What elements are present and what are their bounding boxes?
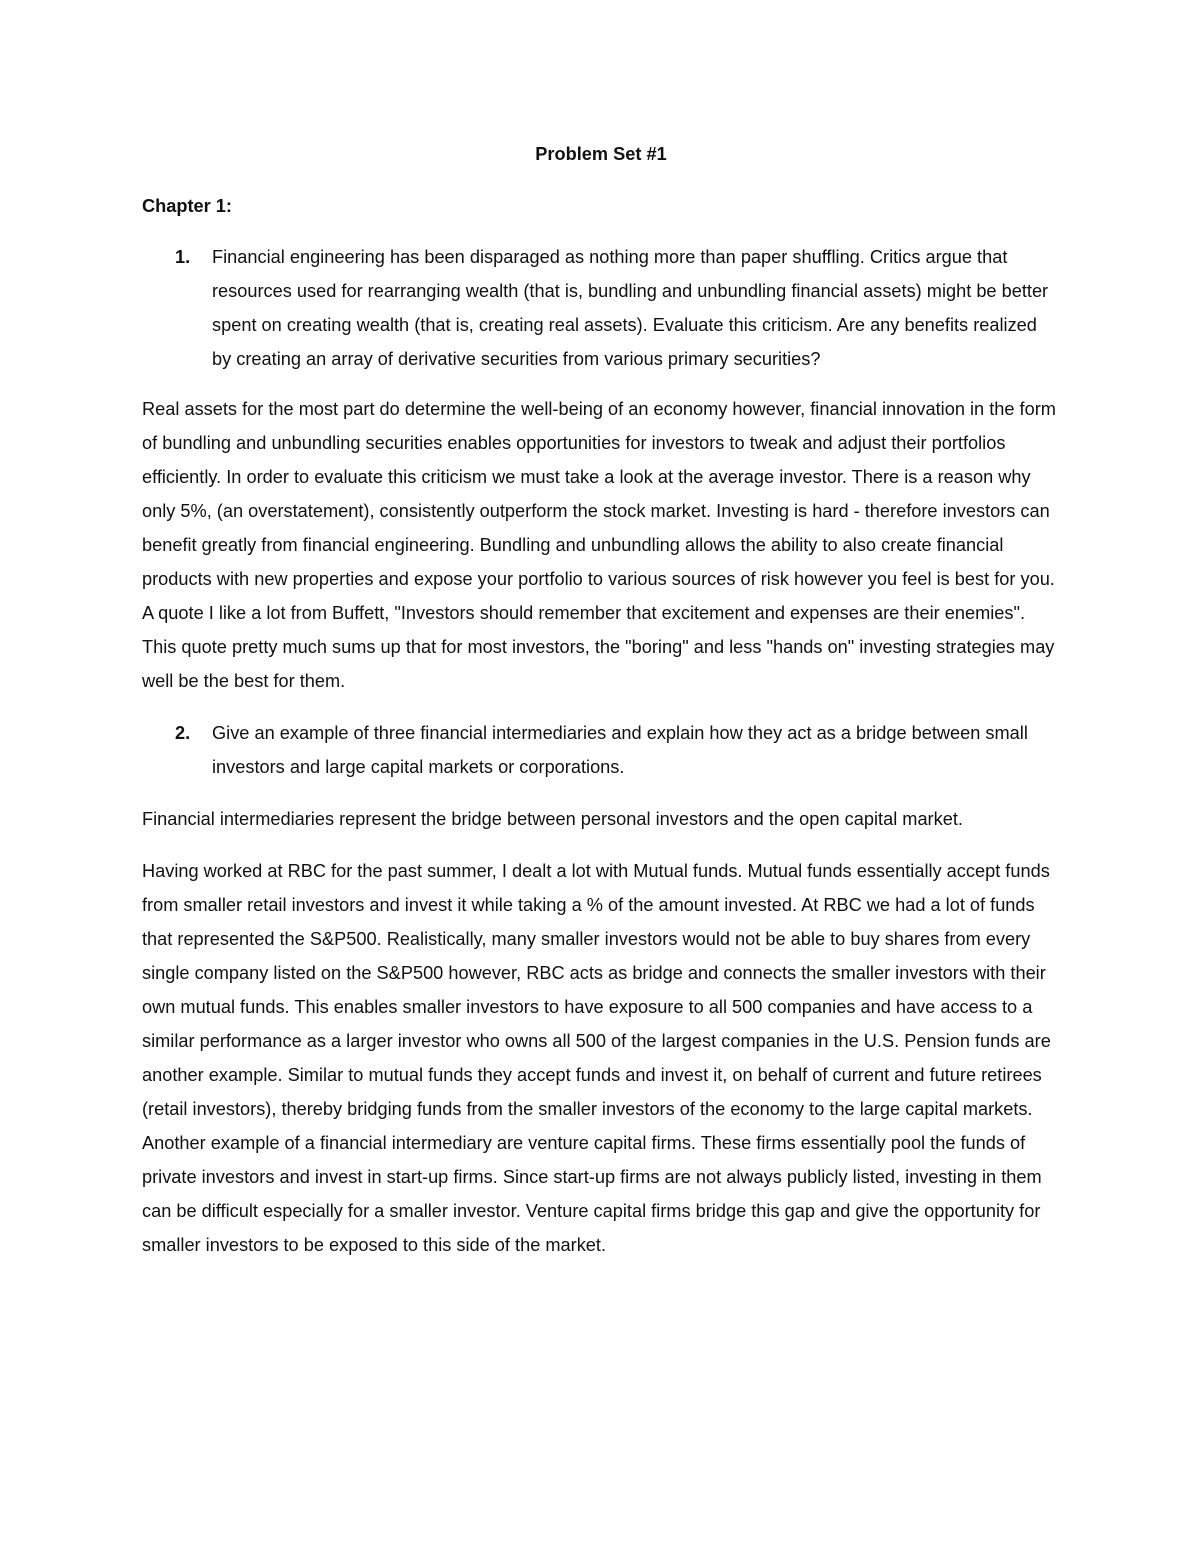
question-2 [142, 716, 1060, 784]
question-1 [142, 240, 1060, 376]
chapter-heading: Chapter 1: [142, 196, 232, 216]
document-body [142, 140, 1060, 1262]
answer-2-body-paragraph: Having worked at RBC for the past summer, I dealt a lot with Mutual funds. Mutual funds essentially accept funds from smaller retail investors and invest it while taking a % of the amount invested. At RBC we had a lot of funds that represented the S&P500. Realistically, many smaller investors would not be able to buy shares from every single company listed on the S&P500 however, RBC acts as bridge and connects the smaller investors with their own mutual funds. This enables smaller investors to have exposure to all 500 companies and have access to a similar performance as a larger investor who owns all 500 of the largest companies in the U.S. Pension funds are another example. Similar to mutual funds they accept funds and invest it, on behalf of current and future retirees (retail investors), thereby bridging funds from the smaller investors of the economy to the large capital markets. Another example of a financial intermediary are venture capital firms. These firms essentially pool the funds of private investors and invest in start-up firms. Since start-up firms are not always publicly listed, investing in them can be difficult especially for a smaller investor. Venture capital firms bridge this gap and give the opportunity for smaller investors to be exposed to this side of the market. [142, 861, 1051, 1255]
question-number: 1. [175, 247, 191, 267]
answer-1-paragraph: Real assets for the most part do determine the well-being of an economy however, financial innovation in the form of bundling and unbundling securities enables opportunities for investors to tweak and adjust their portfolios efficiently. In order to evaluate this criticism we must take a look at the average investor. There is a reason why only 5%, (an overstatement), consistently outperform the stock market. Investing is hard - therefore investors can benefit greatly from financial engineering. Bundling and unbundling allows the ability to also create financial products with new properties and expose your portfolio to various sources of risk however you feel is best for you. A quote I like a lot from Buffett, "Investors should remember that excitement and expenses are their enemies". This quote pretty much sums up that for most investors, the "boring" and less "hands on" investing strategies may well be the best for them. [142, 399, 1056, 691]
question-text: Give an example of three financial intermediaries and explain how they act as a bridge between small investors and large capital markets or corporations. [212, 723, 1028, 777]
question-number: 2. [175, 723, 191, 743]
question-text: Financial engineering has been disparaged as nothing more than paper shuffling. Critics argue that resources used for rearranging wealth (that is, bundling and unbundling financial assets) might be better spent on creating wealth (that is, creating real assets). Evaluate this criticism. Are any benefits realized by creating an array of derivative securities from various primary securities? [212, 247, 1049, 369]
document-title: Problem Set #1 [535, 144, 667, 164]
answer-2-intro-paragraph: Financial intermediaries represent the bridge between personal investors and the open capital market. [142, 809, 963, 829]
